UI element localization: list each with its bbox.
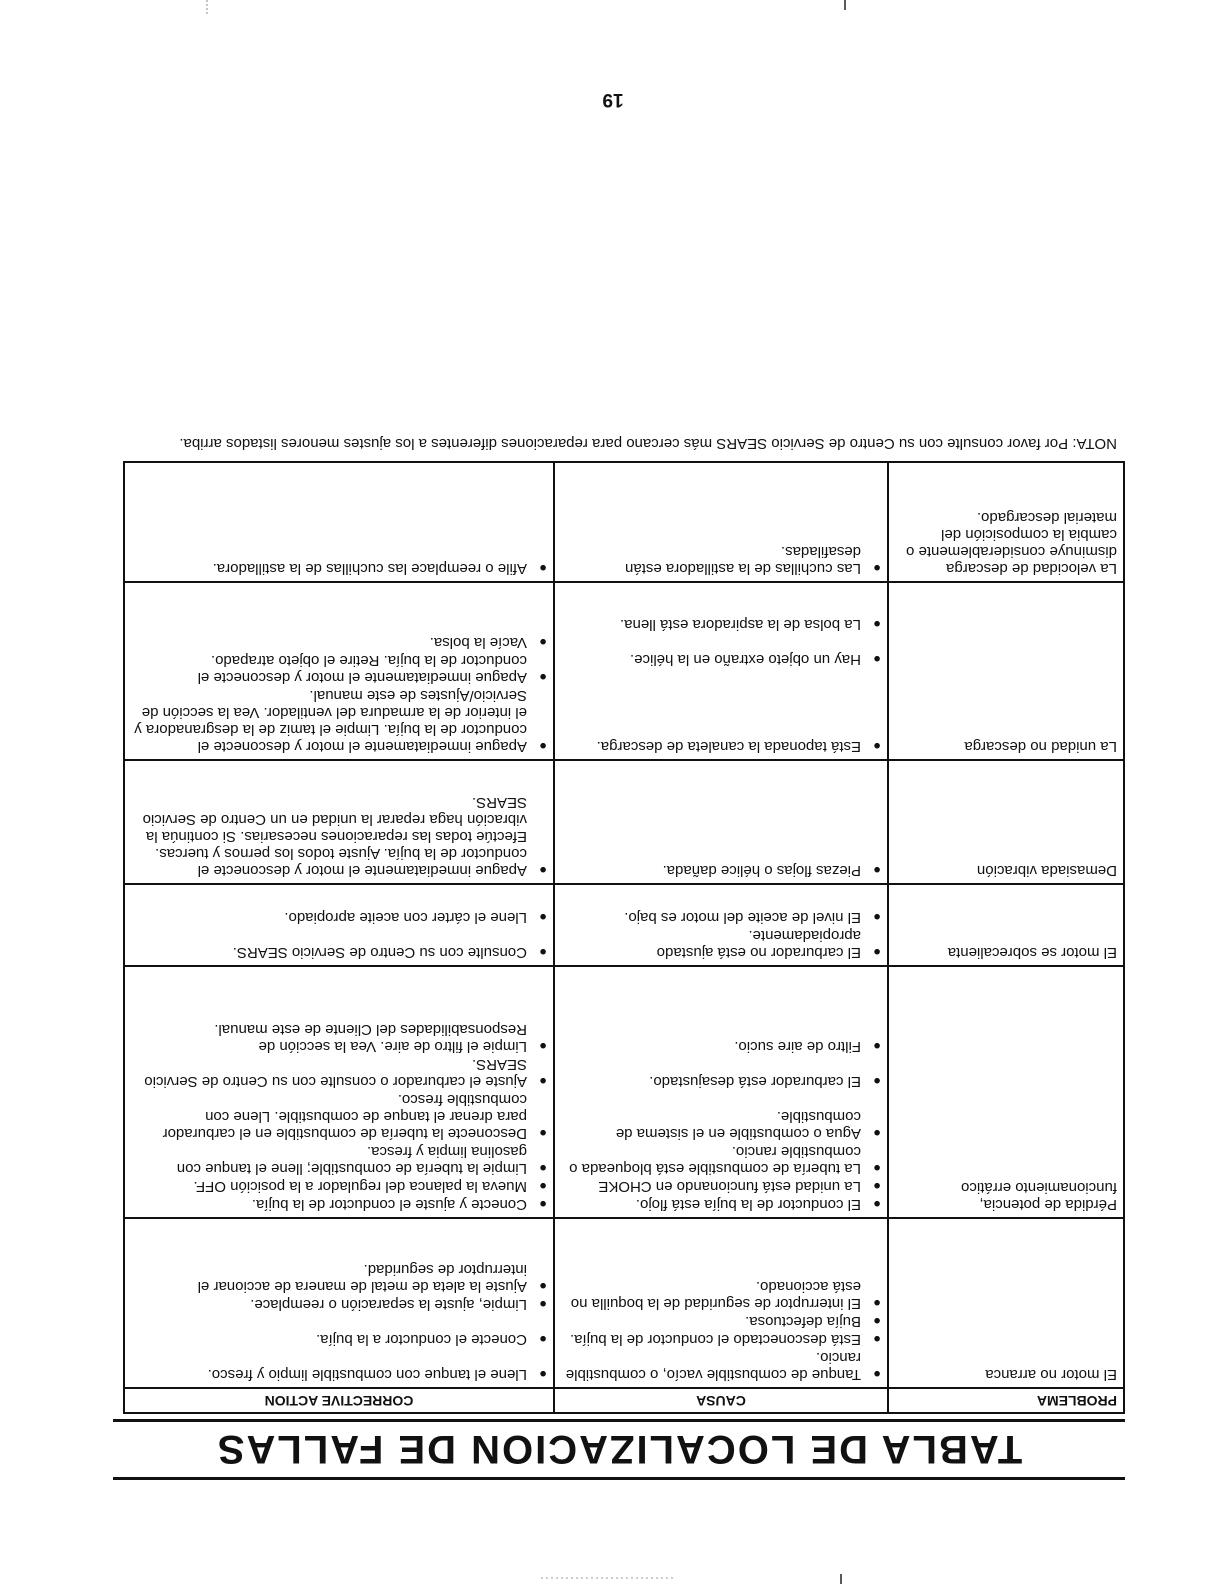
- action-item: ● Ajuste el carburador o consulte con su Centro de Servicio SEARS.: [131, 1056, 547, 1090]
- problem-cell: Pérdida de potencia, funcionamiento errático: [888, 966, 1124, 1218]
- cause-item: ● Está desconectado el conductor de la bujía.: [561, 1331, 881, 1348]
- table-row: [124, 966, 1124, 1218]
- action-cell: [124, 966, 554, 1218]
- action-cell: [124, 462, 554, 582]
- header-problem: PROBLEMA: [888, 1388, 1124, 1413]
- cause-item: ● La unidad está funcionando en CHOKE: [561, 1178, 881, 1195]
- problem-cell: El motor se sobrecalienta: [888, 884, 1124, 966]
- action-item: ● Conecte el conductor a la bujía.: [131, 1331, 547, 1348]
- table-row: [124, 582, 1124, 760]
- header-cause: CAUSA: [554, 1388, 888, 1413]
- cause-item: ● Tanque de combustible vacío, o combustible rancio.: [561, 1349, 881, 1383]
- cause-cell: [554, 1218, 888, 1388]
- action-cell: [124, 582, 554, 760]
- action-item: ● Vacíe la bolsa.: [131, 634, 547, 651]
- cause-cell: [554, 884, 888, 966]
- cause-item: ● Filtro de aire sucio.: [561, 1038, 881, 1055]
- action-item: ● Conecte y ajuste el conductor de la bujía.: [131, 1196, 547, 1213]
- action-item: ● Afile o reemplace las cuchillas de la astilladora.: [131, 560, 547, 577]
- table-row: [124, 760, 1124, 884]
- action-item: ● Mueva la palanca del regulador a la posición OFF.: [131, 1178, 547, 1195]
- action-item: ● Llene el tanque con combustible limpio y fresco.: [131, 1366, 547, 1383]
- cause-item: ● El carburador está desajustado.: [561, 1073, 881, 1090]
- title-rule-bottom: [113, 1419, 1125, 1422]
- cause-item: ● El carburador no está ajustado apropiadamente.: [561, 927, 881, 961]
- action-item: ● Consulte con su Centro de Servicio SEARS.: [131, 944, 547, 961]
- cause-item: ● Las cuchillas de la astilladora están desafiladas.: [561, 543, 881, 577]
- action-item: ● Llene el cárter con aceite apropiado.: [131, 909, 547, 926]
- action-item: ● Apague inmediatamente el motor y desconecte el conductor de la bujía. Limpie el tamiz de la desgranadora y el interior de la armadura del ventilador. Vea la sección de Servicio/Ajustes de este manual.: [131, 687, 547, 755]
- table-header-row: [124, 1388, 1124, 1413]
- cause-cell: [554, 966, 888, 1218]
- action-item: ● Apague inmediatamente el motor y desconecte el conductor de la bujía. Ajuste todos los pernos y tuercas. Efectúe todas las reparaciones necesarias. Si continúa la vibración haga reparar la unidad en un Centro de Servicio SEARS.: [131, 794, 547, 879]
- cause-item: ● Bujía defectuosa.: [561, 1313, 881, 1330]
- cause-item: ● Piezas flojas o hélice dañada.: [561, 862, 881, 879]
- title-block: [113, 1419, 1125, 1480]
- cause-item: ● El nivel de aceite del motor es bajo.: [561, 909, 881, 926]
- action-cell: [124, 760, 554, 884]
- page-title: TABLA DE LOCALIZACION DE FALLAS: [215, 1427, 1023, 1471]
- problem-cell: Demasiada vibración: [888, 760, 1124, 884]
- header-action: CORRECTIVE ACTION: [124, 1388, 554, 1413]
- action-cell: [124, 1218, 554, 1388]
- cause-item: ● Hay un objeto extraño en la hélice.: [561, 651, 881, 668]
- cause-item: ● El interruptor de seguridad de la boquilla no está accionado.: [561, 1278, 881, 1312]
- troubleshooting-table: [123, 461, 1125, 1414]
- cause-item: ● Agua o combustible en el sistema de combustible.: [561, 1108, 881, 1142]
- action-item: ● Limpie la tubería de combustible; llene el tanque con gasolina limpia y fresca.: [131, 1143, 547, 1177]
- page-number: 19: [602, 89, 624, 110]
- cause-cell: [554, 462, 888, 582]
- cause-item: ● El conductor de la bujía está flojo.: [561, 1196, 881, 1213]
- action-item: ● Ajuste la aleta de metal de manera de accionar el interruptor de seguridad.: [131, 1261, 547, 1295]
- cause-cell: [554, 760, 888, 884]
- cause-item: ● La tubería de combustible está bloqueada o combustible rancio.: [561, 1143, 881, 1177]
- action-cell: [124, 884, 554, 966]
- footnote: NOTA: Por favor consulte con su Centro de Servicio SEARS más cercano para reparaciones diferentes a los ajustes menores listados arriba.: [179, 435, 1117, 452]
- table-row: [124, 462, 1124, 582]
- action-item: ● Limpie, ajuste la separación o reemplace.: [131, 1296, 547, 1313]
- problem-cell: El motor no arranca: [888, 1218, 1124, 1388]
- table-row: [124, 1218, 1124, 1388]
- action-item: ● Limpie el filtro de aire. Vea la sección de Responsabilidades del Cliente de este manual.: [131, 1021, 547, 1055]
- cause-cell: [554, 582, 888, 760]
- problem-cell: La velocidad de descarga disminuye considerablemente o cambia la composición del material descargado.: [888, 462, 1124, 582]
- action-item: ● Desconecte la tubería de combustible en el carburador para drenar el tanque de combustible. Llene con combustible fresco.: [131, 1091, 547, 1142]
- table-row: [124, 884, 1124, 966]
- action-item: ● Apague inmediatamente el motor y desconecte el conductor de la bujía. Retire el objeto atrapado.: [131, 652, 547, 686]
- cause-item: ● Está taponada la canaleta de descarga.: [561, 738, 881, 755]
- cause-item: ● La bolsa de la aspiradora está llena.: [561, 616, 881, 633]
- problem-cell: La unidad no descarga: [888, 582, 1124, 760]
- title-rule-top: [113, 1477, 1125, 1480]
